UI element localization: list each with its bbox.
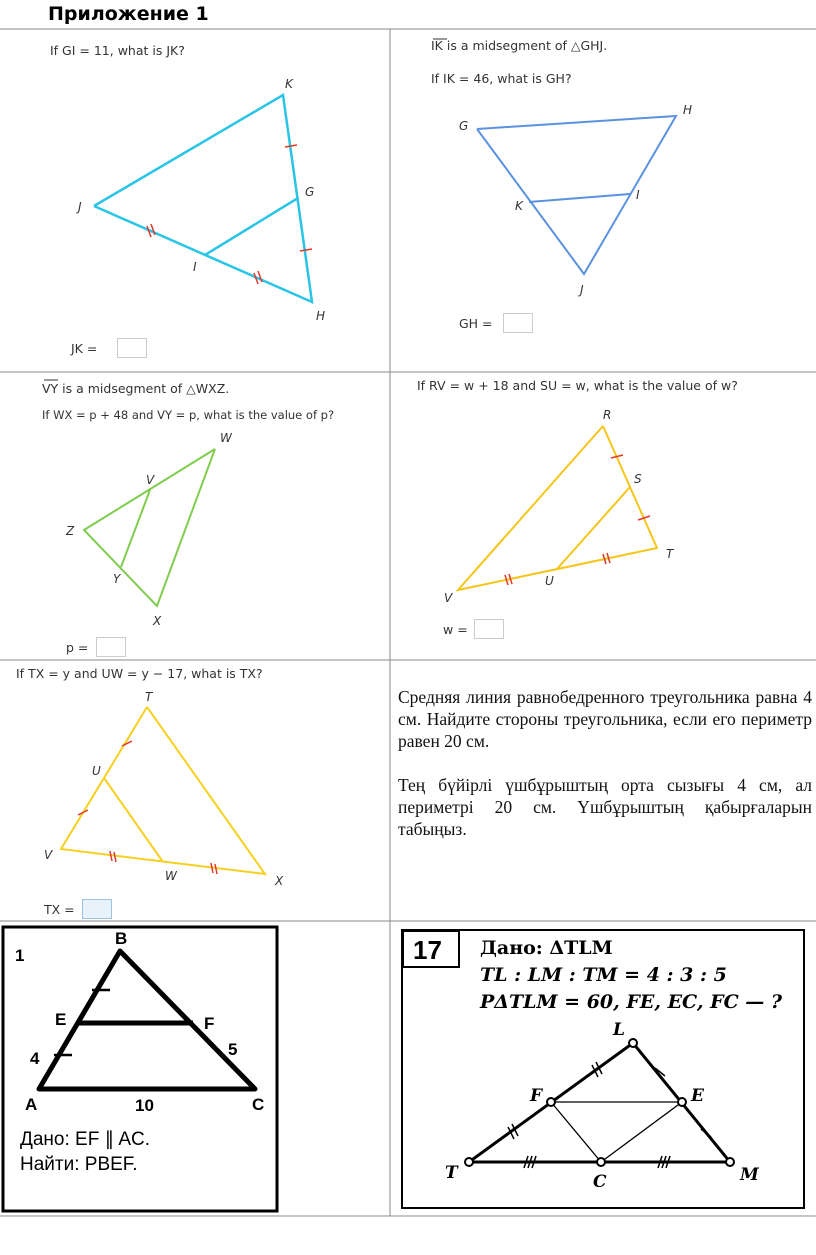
problem-8-number: 17: [413, 935, 442, 965]
problem-1-question: If GI = 11, what is JK?: [50, 43, 185, 58]
label-v5: V: [44, 848, 53, 862]
label-u5: U: [92, 764, 101, 778]
label-f8: F: [530, 1086, 543, 1106]
problem-3-line1: VY is a midsegment of △WXZ.: [42, 381, 230, 396]
label-v3: V: [146, 473, 155, 487]
label-c8: C: [593, 1172, 607, 1192]
page-title: Приложение 1: [48, 3, 209, 25]
triangle-ghj: [477, 116, 676, 274]
label-h: H: [316, 309, 326, 323]
problem-2-line2: If IK = 46, what is GH?: [431, 71, 572, 86]
label-f7: F: [204, 1014, 215, 1033]
label-w3: W: [220, 431, 232, 445]
problem-8-ratio: TL : LM : TM = 4 : 3 : 5: [480, 964, 727, 986]
label-t8: T: [445, 1163, 458, 1183]
problem-1-answer-input[interactable]: [117, 338, 147, 358]
problem-7-find: Найти: PBEF.: [20, 1154, 138, 1175]
label-y3: Y: [113, 572, 121, 586]
problem-5-answer-label: TX =: [44, 902, 75, 917]
label-u4: U: [545, 574, 554, 588]
problem-2-line1: IK is a midsegment of △GHJ.: [431, 38, 608, 53]
problem-7-given: Дано: EF ∥ AC.: [20, 1129, 151, 1150]
label-x3: X: [153, 614, 162, 628]
problem-4-question: If RV = w + 18 and SU = w, what is the value of w?: [417, 378, 738, 393]
label-i2: I: [636, 188, 640, 202]
problem-5-question: If TX = y and UW = y − 17, what is TX?: [16, 666, 263, 681]
label-c7: C: [252, 1095, 265, 1114]
triangle-rtv: [458, 426, 657, 590]
problem-2-answer-label: GH =: [459, 316, 493, 331]
label-five7: 5: [228, 1040, 238, 1059]
triangle-tvx: [61, 707, 265, 874]
label-g: G: [305, 185, 315, 199]
label-four7: 4: [30, 1049, 40, 1068]
label-k2: K: [515, 199, 523, 213]
label-ten7: 10: [135, 1096, 154, 1115]
triangle-jkh: [94, 95, 315, 302]
problem-1-answer-label: JK =: [71, 341, 98, 356]
label-t5: T: [145, 690, 153, 704]
problem-7-number: 1: [15, 946, 25, 965]
label-l8: L: [613, 1020, 625, 1040]
label-j2: J: [580, 283, 584, 297]
label-v4: V: [444, 591, 453, 605]
problem-5-answer-input[interactable]: [82, 899, 112, 919]
label-w5: W: [165, 869, 177, 883]
problem-3-answer-label: p =: [66, 640, 89, 655]
problem-4-answer-input[interactable]: [474, 619, 504, 639]
label-t4: T: [666, 547, 674, 561]
triangle-abc: [39, 951, 255, 1089]
label-x5: X: [275, 874, 284, 888]
label-g2: G: [459, 119, 469, 133]
label-e7: E: [55, 1010, 67, 1029]
problem-4-answer-label: w =: [443, 622, 468, 637]
label-m8: M: [740, 1165, 759, 1185]
label-i: I: [193, 260, 197, 274]
label-s4: S: [634, 472, 642, 486]
label-z3: Z: [66, 524, 75, 538]
label-k: K: [285, 77, 293, 91]
problem-6-text-ru: Средняя линия равнобедренного треугольника равна 4 см. Найдите стороны треугольника, если его периметр равен 20 см.: [398, 687, 812, 751]
label-e8: E: [691, 1086, 704, 1106]
problem-3-line2: If WX = p + 48 and VY = p, what is the value of p?: [42, 408, 335, 422]
problem-3-answer-input[interactable]: [96, 637, 126, 657]
label-a7: A: [25, 1095, 38, 1114]
problem-8-given: Дано: ΔTLM: [480, 937, 613, 959]
label-r4: R: [603, 408, 612, 422]
problem-6-text-kz: Тең бүйірлі үшбұрыштың орта сызығы 4 см, ал периметрі 20 см. Үшбұрыштың қабырғаларын табыңыз.: [398, 775, 812, 839]
problem-8-perimeter: PΔTLM = 60, FE, EC, FC — ?: [480, 991, 783, 1013]
label-h2: H: [683, 103, 693, 117]
label-j: J: [78, 200, 82, 214]
problem-2-answer-input[interactable]: [503, 313, 533, 333]
label-b7: B: [115, 929, 128, 948]
